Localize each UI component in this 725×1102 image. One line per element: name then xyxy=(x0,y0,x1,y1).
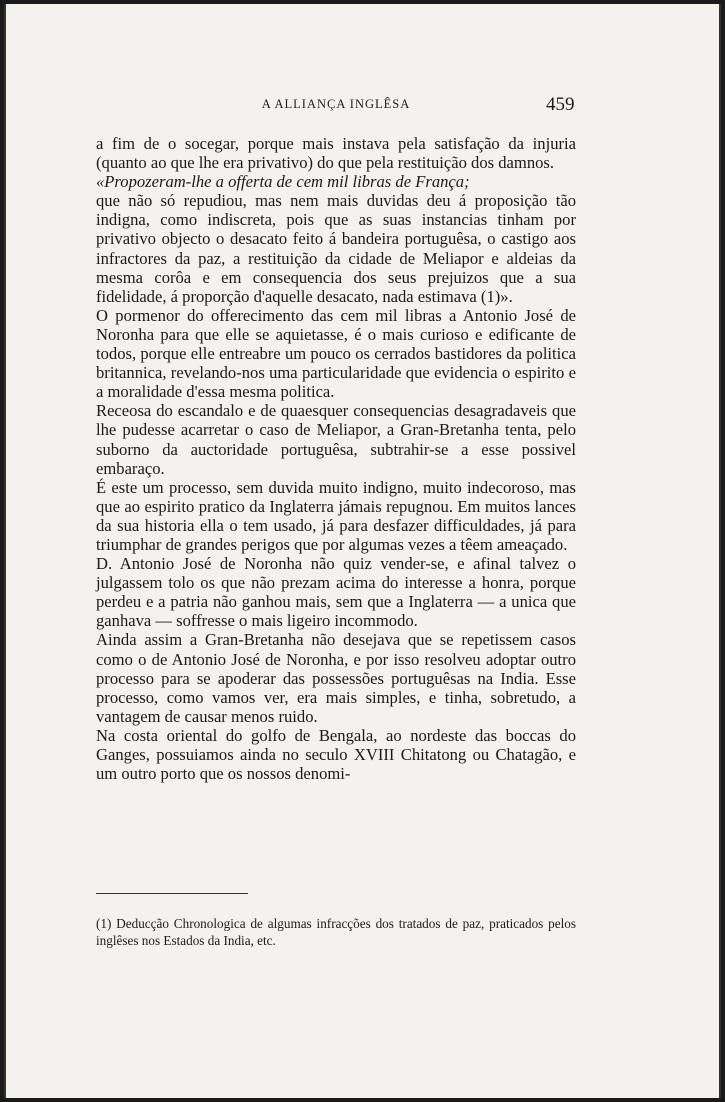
running-title: A ALLIANÇA INGLÊSA xyxy=(261,97,411,111)
book-page xyxy=(4,4,721,1098)
paragraph-5: É este um processo, sem duvida muito indigno, muito indecoroso, mas que ao espirito pratico da Inglaterra jámais repugnou. Em muitos lances da sua historia ella o tem usado, já para desfazer difficuldades, já para triumphar de grandes perigos que por algumas vezes a têem ameaçado. xyxy=(96,477,576,554)
paragraph-3: O pormenor do offerecimento das cem mil libras a Antonio José de Noronha para que elle se aquietasse, é o mais curioso e edificante de todos, porque elle entreabre um pouco os cerrados bastidores da politica britannica, revelando-nos uma particularidade que evidencia o espirito e a moralidade d'essa mesma politica. xyxy=(96,305,576,402)
footnote: (1) Deducção Chronologica de algumas infracções dos tratados de paz, praticados pelos inglêses nos Estados da India, etc. xyxy=(96,916,576,948)
footnote-divider xyxy=(96,893,248,894)
paragraph-2: que não só repudiou, mas nem mais duvidas deu á proposição tão indigna, como indiscreta, pois que as suas instancias tinham por privativo objecto o desacato feito á bandeira portuguêsa, o castigo aos infractores da paz, a restituição da cidade de Meliapor e aldeias da mesma corôa e em consequencia dos seus prejuizos que a sua fidelidade, á proporção d'aquelle desacato, nada estimava (1)». xyxy=(96,191,576,306)
page-number: 459 xyxy=(546,94,575,115)
paragraph-quote: «Propozeram-lhe a offerta de cem mil libras de França; xyxy=(96,172,470,192)
body-text xyxy=(96,134,576,783)
paragraph-1: a fim de o socegar, porque mais instava pela satisfação da injuria (quanto ao que lhe era privativo) do que pela restituição dos damnos. xyxy=(96,134,576,173)
paragraph-7: Ainda assim a Gran-Bretanha não desejava que se repetissem casos como o de Antonio José de Noronha, e por isso resolveu adoptar outro processo para se apoderar das possessões portuguêsas na India. Esse processo, como vamos ver, era mais simples, e tinha, sobretudo, a vantagem de causar menos ruido. xyxy=(96,630,576,726)
paragraph-6: D. Antonio José de Noronha não quiz vender-se, e afinal talvez o julgassem tolo os que não prezam acima do interesse a honra, porque perdeu e a patria não ganhou mais, sem que a Inglaterra — a unica que ganhava — soffresse o mais ligeiro incommodo. xyxy=(96,554,576,631)
paragraph-8: Na costa oriental do golfo de Bengala, ao nordeste das boccas do Ganges, possuiamos ainda no seculo XVIII Chitatong ou Chatagão, e um outro porto que os nossos denomi- xyxy=(96,725,576,784)
paragraph-4: Receosa do escandalo e de quaesquer consequencias desagradaveis que lhe pudesse acarretar o caso de Meliapor, a Gran-Bretanha tenta, pelo suborno da auctoridade portuguêsa, subtrahir-se a esse possivel embaraço. xyxy=(96,401,576,478)
